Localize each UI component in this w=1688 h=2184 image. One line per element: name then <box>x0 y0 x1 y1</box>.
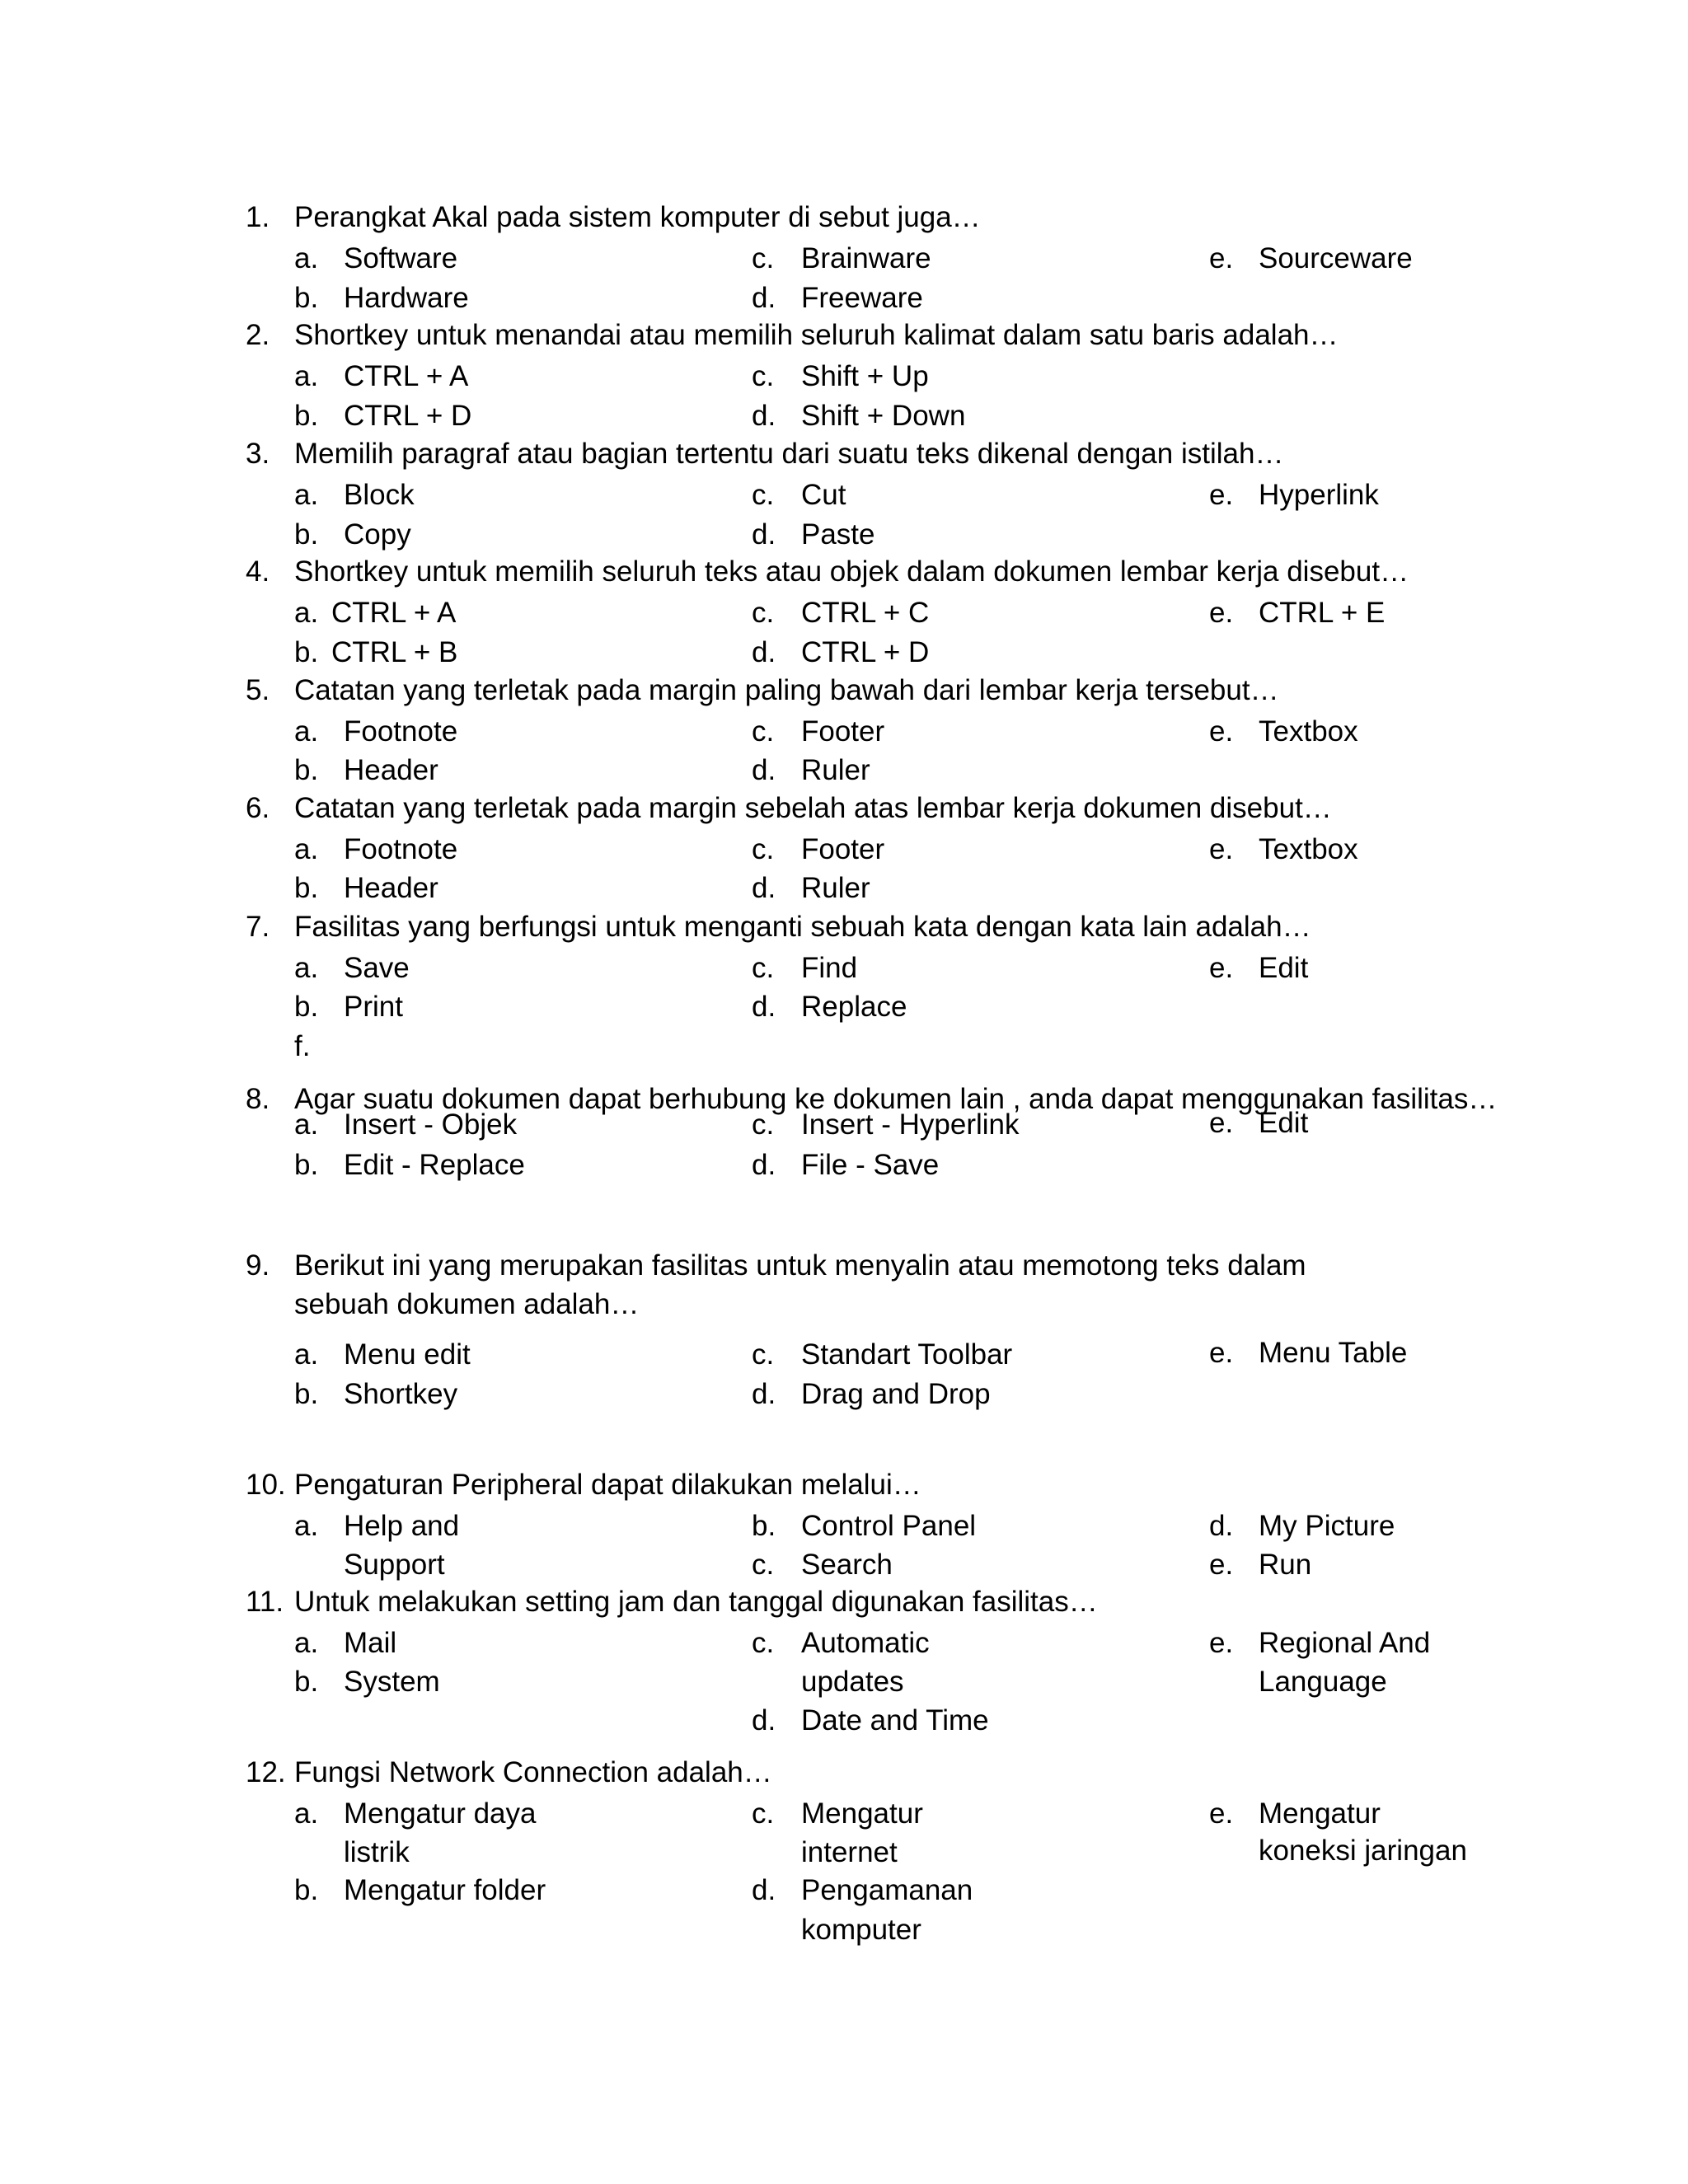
option-letter: c. <box>752 1338 775 1371</box>
option-letter: b. <box>294 400 319 432</box>
answer-option <box>294 239 458 278</box>
option-letter: d. <box>752 518 776 551</box>
option-letter: c. <box>752 952 775 984</box>
option-letter: c. <box>752 715 775 748</box>
option-letter: b. <box>294 754 319 786</box>
answer-option <box>294 987 403 1026</box>
answer-option <box>294 633 458 672</box>
question-text: Memilih paragraf atau bagian tertentu dari suatu teks dikenal dengan istilah… <box>294 438 1284 470</box>
option-text: Drag and Drop <box>801 1378 991 1410</box>
option-text: Edit - Replace <box>344 1149 525 1181</box>
answer-option <box>294 1624 397 1662</box>
option-letter: b. <box>294 1666 319 1698</box>
answer-option <box>294 1146 525 1184</box>
option-letter: c. <box>752 1797 775 1830</box>
question-number: 1. <box>246 201 270 233</box>
option-text: Mengatur daya <box>344 1797 537 1830</box>
option-letter: d. <box>752 754 776 786</box>
option-text: Standart Toolbar <box>801 1338 1013 1371</box>
option-letter: b. <box>294 518 319 551</box>
answer-option <box>752 1871 973 1910</box>
answer-option <box>752 830 885 869</box>
option-text: Block <box>344 479 415 511</box>
answer-option <box>294 751 438 790</box>
answer-option <box>752 396 966 435</box>
option-letter: c. <box>752 833 775 865</box>
option-text: Shortkey <box>344 1378 458 1410</box>
option-letter: d. <box>752 282 776 314</box>
question-number: 9. <box>246 1249 270 1282</box>
answer-option <box>294 1794 537 1833</box>
answer-option <box>294 1507 460 1545</box>
option-text: CTRL + A <box>331 597 457 629</box>
answer-option <box>752 1146 940 1184</box>
answer-option <box>752 239 931 278</box>
answer-option <box>752 869 870 907</box>
option-text: Insert - Hyperlink <box>801 1108 1020 1141</box>
option-letter: a. <box>294 1627 319 1659</box>
answer-option <box>752 1105 1020 1144</box>
option-letter: a. <box>294 597 319 629</box>
question-number: 3. <box>246 438 270 470</box>
option-letter: d. <box>752 1704 776 1736</box>
option-letter: a. <box>294 1510 319 1542</box>
answer-option <box>1209 712 1358 751</box>
option-text: Mengatur <box>1259 1797 1381 1830</box>
answer-option <box>752 1545 893 1584</box>
answer-option <box>752 751 870 790</box>
question-number: 4. <box>246 555 270 588</box>
option-letter: a. <box>294 242 319 274</box>
question-text: Fasilitas yang berfungsi untuk menganti sebuah kata dengan kata lain adalah… <box>294 911 1311 943</box>
option-text: Header <box>344 754 438 786</box>
option-text: listrik <box>344 1836 410 1868</box>
answer-option <box>752 949 858 987</box>
option-text: Insert - Objek <box>344 1108 518 1141</box>
option-letter: d. <box>752 872 776 904</box>
option-text: CTRL + C <box>801 597 930 629</box>
answer-option <box>294 1662 440 1701</box>
answer-option <box>294 1375 458 1413</box>
option-letter: b. <box>294 636 319 668</box>
option-letter: d. <box>752 636 776 668</box>
answer-option <box>294 869 438 907</box>
answer-option <box>294 396 472 435</box>
answer-option <box>752 1375 991 1413</box>
answer-option <box>1209 1333 1408 1372</box>
answer-option <box>294 476 415 514</box>
answer-option <box>752 476 846 514</box>
option-text: Software <box>344 242 458 274</box>
option-text: updates <box>801 1666 904 1698</box>
option-letter: e. <box>1209 1797 1234 1830</box>
answer-option <box>752 1335 1013 1374</box>
option-text: Print <box>344 991 403 1023</box>
question-number: 6. <box>246 792 270 824</box>
option-text: Menu Table <box>1259 1337 1408 1369</box>
option-letter: d. <box>752 1378 776 1410</box>
option-text: Header <box>344 872 438 904</box>
option-text: CTRL + A <box>344 360 469 392</box>
answer-option <box>1209 1794 1381 1833</box>
option-letter: a. <box>294 360 319 392</box>
option-text: Sourceware <box>1259 242 1413 274</box>
answer-option <box>1209 239 1413 278</box>
option-letter: c. <box>752 360 775 392</box>
option-letter: d. <box>752 400 776 432</box>
option-letter: a. <box>294 1797 319 1830</box>
option-letter: b. <box>294 1378 319 1410</box>
answer-option <box>752 1624 930 1662</box>
option-letter: e. <box>1209 242 1234 274</box>
option-text: CTRL + D <box>344 400 472 432</box>
option-text: Ruler <box>801 872 870 904</box>
answer-option <box>752 987 907 1026</box>
option-letter: b. <box>294 282 319 314</box>
option-text: Footnote <box>344 715 458 748</box>
option-text: Hyperlink <box>1259 479 1379 511</box>
answer-option <box>752 712 885 751</box>
question-number: 8. <box>246 1083 270 1115</box>
option-text: Edit <box>1259 1107 1309 1139</box>
option-text: My Picture <box>1259 1510 1395 1542</box>
answer-option <box>1209 830 1358 869</box>
option-text: Textbox <box>1259 833 1358 865</box>
option-text: Shift + Down <box>801 400 966 432</box>
question-number: 2. <box>246 319 270 351</box>
option-text: Automatic <box>801 1627 930 1659</box>
answer-option <box>752 593 930 632</box>
option-letter: e. <box>1209 479 1234 511</box>
option-letter: d. <box>752 1149 776 1181</box>
option-letter: a. <box>294 833 319 865</box>
answer-option <box>294 279 469 317</box>
question-number: 12. <box>246 1756 286 1788</box>
answer-option <box>294 357 469 396</box>
option-letter: d. <box>752 1874 776 1906</box>
option-letter: b. <box>752 1510 776 1542</box>
option-letter: a. <box>294 715 319 748</box>
answer-option <box>752 633 930 672</box>
option-letter: c. <box>752 1108 775 1141</box>
answer-option <box>294 593 457 632</box>
option-text: CTRL + B <box>331 636 458 668</box>
option-text: Save <box>344 952 410 984</box>
question-text: Berikut ini yang merupakan fasilitas untuk menyalin atau memotong teks dalam sebuah dokumen adalah… <box>294 1249 1306 1320</box>
answer-option <box>1209 1507 1395 1545</box>
option-text: Mail <box>344 1627 397 1659</box>
option-text: Regional And <box>1259 1627 1431 1659</box>
question-text: Perangkat Akal pada sistem komputer di sebut juga… <box>294 201 981 233</box>
option-letter: c. <box>752 597 775 629</box>
option-text: Edit <box>1259 952 1309 984</box>
option-text: Language <box>1259 1666 1387 1698</box>
option-letter: e. <box>1209 1337 1234 1369</box>
option-letter: c. <box>752 242 775 274</box>
option-text: Footer <box>801 715 885 748</box>
option-letter: e. <box>1209 715 1234 748</box>
option-text: komputer <box>801 1914 921 1946</box>
option-text: Replace <box>801 991 907 1023</box>
option-text: Help and <box>344 1510 460 1542</box>
question-text: Pengaturan Peripheral dapat dilakukan melalui… <box>294 1469 921 1501</box>
answer-option <box>1209 1545 1312 1584</box>
question-number: 7. <box>246 911 270 943</box>
answer-option <box>752 279 923 317</box>
option-text: Find <box>801 952 858 984</box>
option-letter: c. <box>752 1549 775 1581</box>
answer-option <box>752 357 929 396</box>
answer-option <box>294 1871 546 1910</box>
answer-option <box>752 1701 989 1740</box>
option-text: Run <box>1259 1549 1312 1581</box>
option-letter: e. <box>1209 1627 1234 1659</box>
question-text: Catatan yang terletak pada margin paling bawah dari lembar kerja tersebut… <box>294 674 1279 706</box>
option-letter: a. <box>294 1108 319 1141</box>
option-text: Shift + Up <box>801 360 929 392</box>
answer-option <box>294 712 458 751</box>
option-text: Ruler <box>801 754 870 786</box>
option-letter: c. <box>752 1627 775 1659</box>
question-text: Catatan yang terletak pada margin sebelah atas lembar kerja dokumen disebut… <box>294 792 1332 824</box>
option-text: Brainware <box>801 242 931 274</box>
option-text: Textbox <box>1259 715 1358 748</box>
option-text: Pengamanan <box>801 1874 973 1906</box>
question-text: Agar suatu dokumen dapat berhubung ke dokumen lain , anda dapat menggunakan fasilitas… <box>294 1083 1498 1115</box>
answer-option <box>1209 476 1379 514</box>
option-text: Footer <box>801 833 885 865</box>
answer-option <box>1209 593 1386 632</box>
option-text: Date and Time <box>801 1704 989 1736</box>
option-text: Search <box>801 1549 893 1581</box>
option-letter: a. <box>294 952 319 984</box>
answer-option <box>294 949 410 987</box>
option-text: Paste <box>801 518 875 551</box>
option-letter: b. <box>294 1149 319 1181</box>
option-text: File - Save <box>801 1149 940 1181</box>
option-text: koneksi jaringan <box>1259 1835 1467 1867</box>
option-letter: a. <box>294 1338 319 1371</box>
answer-option <box>294 1335 471 1374</box>
option-letter: b. <box>294 872 319 904</box>
option-letter: d. <box>752 991 776 1023</box>
option-letter: c. <box>752 479 775 511</box>
answer-option <box>294 1105 518 1144</box>
option-letter: e. <box>1209 952 1234 984</box>
question-text: Untuk melakukan setting jam dan tanggal digunakan fasilitas… <box>294 1586 1098 1618</box>
option-letter: a. <box>294 479 319 511</box>
question-number: 5. <box>246 674 270 706</box>
question-text: Fungsi Network Connection adalah… <box>294 1756 772 1788</box>
option-text: Control Panel <box>801 1510 977 1542</box>
question-text: Shortkey untuk memilih seluruh teks atau objek dalam dokumen lembar kerja disebut… <box>294 555 1409 588</box>
option-text: Mengatur folder <box>344 1874 546 1906</box>
option-text: CTRL + D <box>801 636 930 668</box>
answer-option <box>294 515 411 554</box>
option-text: Footnote <box>344 833 458 865</box>
answer-option <box>294 830 458 869</box>
option-letter: e. <box>1209 833 1234 865</box>
answer-option <box>752 515 875 554</box>
answer-option <box>1209 1104 1309 1142</box>
option-text: Cut <box>801 479 846 511</box>
option-text: Support <box>344 1549 445 1581</box>
answer-option <box>752 1507 977 1545</box>
option-letter: e. <box>1209 1107 1234 1139</box>
option-text: CTRL + E <box>1259 597 1386 629</box>
answer-option <box>1209 1624 1431 1662</box>
option-text: internet <box>801 1836 898 1868</box>
option-text: Copy <box>344 518 411 551</box>
option-text: System <box>344 1666 440 1698</box>
option-letter: e. <box>1209 597 1234 629</box>
option-letter: e. <box>1209 1549 1234 1581</box>
option-letter: d. <box>1209 1510 1234 1542</box>
question-number: 11. <box>246 1586 284 1618</box>
option-letter: f. <box>294 1030 311 1062</box>
question-number: 10. <box>246 1469 286 1501</box>
option-text: Freeware <box>801 282 923 314</box>
option-text: Mengatur <box>801 1797 923 1830</box>
question-text: Shortkey untuk menandai atau memilih seluruh kalimat dalam satu baris adalah… <box>294 319 1339 351</box>
option-text: Menu edit <box>344 1338 471 1371</box>
option-letter: b. <box>294 991 319 1023</box>
option-letter: b. <box>294 1874 319 1906</box>
answer-option <box>752 1794 923 1833</box>
answer-option <box>1209 949 1309 987</box>
option-text: Hardware <box>344 282 469 314</box>
answer-option <box>294 1027 310 1066</box>
